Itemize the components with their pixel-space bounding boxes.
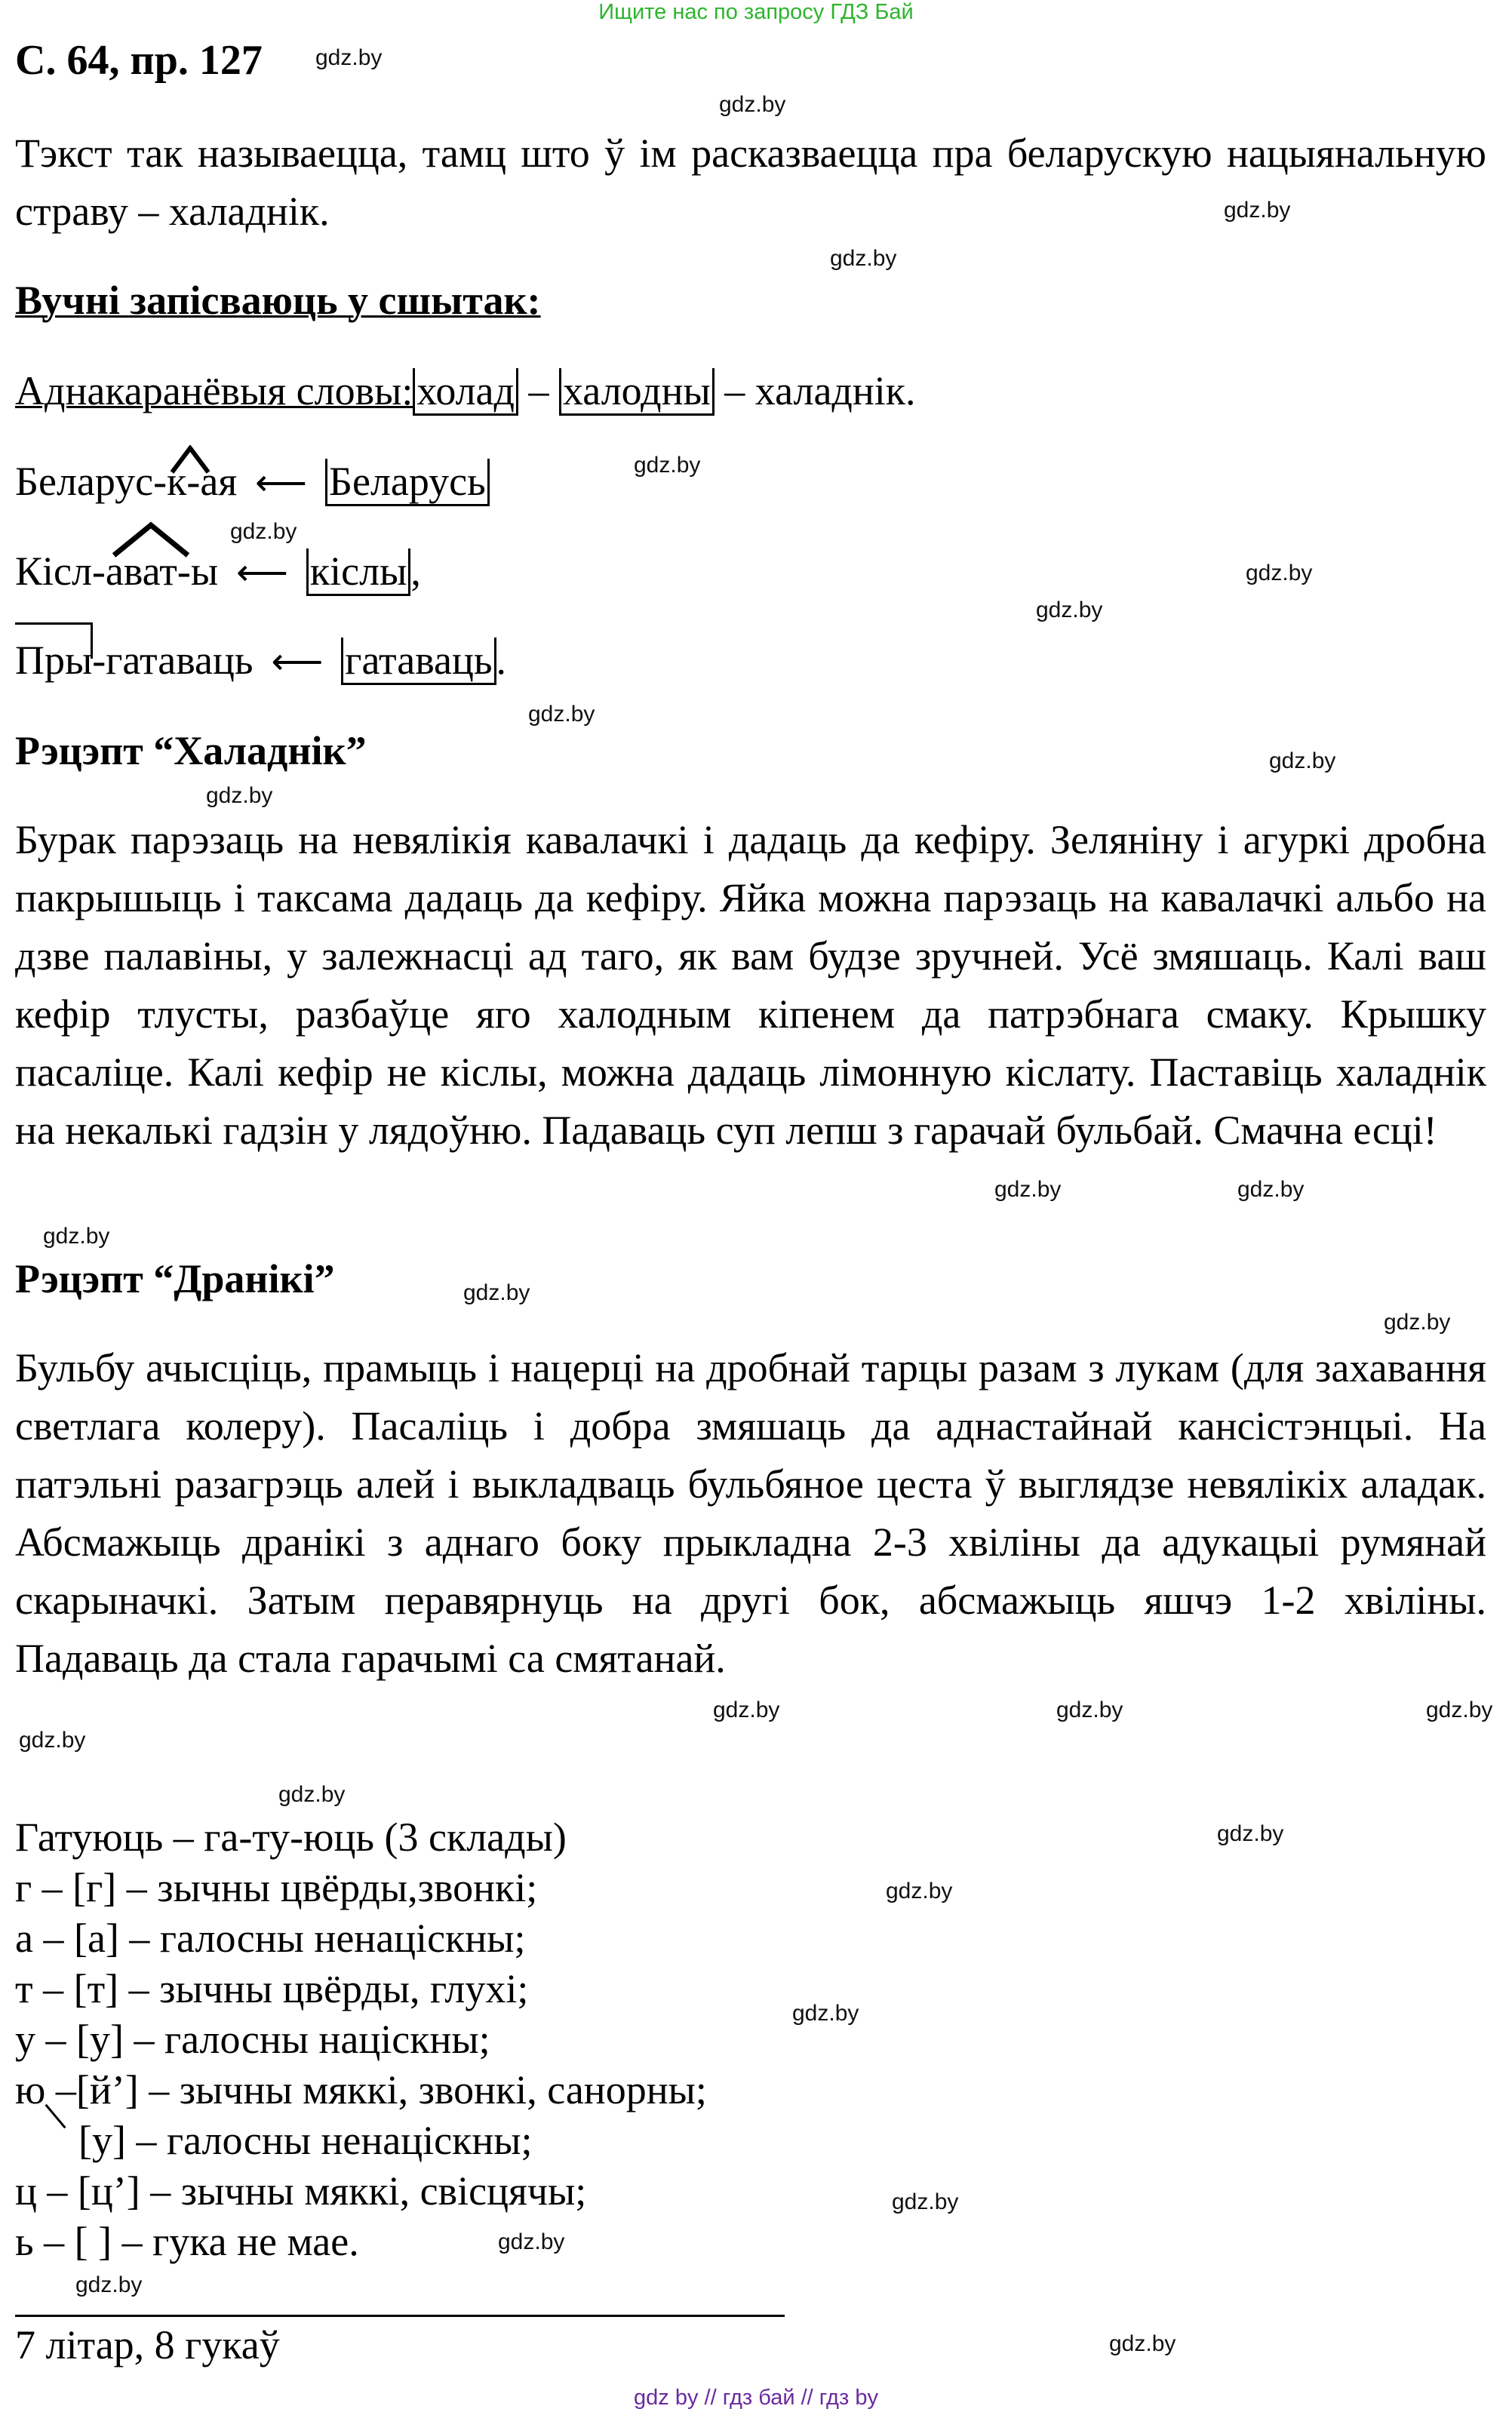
phonetic-line: т – [т] – зычны цвёрды, глухі; [15,1966,529,2011]
watermark: gdz.by [230,519,297,544]
watermark: gdz.by [1269,748,1336,773]
recipe-heading: Рэцэпт “Дранікі” [15,1256,335,1301]
intro-paragraph: Тэкст так называецца, тамц што ў ім расказваецца пра беларускую нацыянальную страву – халаднік. [15,131,1486,234]
watermark: gdz.by [315,45,383,70]
derivation-row [15,548,421,594]
recipe-heading: Рэцэпт “Халаднік” [15,728,367,773]
watermark: gdz.by [19,1728,86,1753]
watermark: gdz.by [1237,1177,1305,1202]
watermark: gdz.by [830,246,897,271]
watermark: gdz.by [886,1879,953,1903]
arrow-left-icon: ⟵ [255,462,307,504]
cognates-line [15,368,916,413]
phonetic-line: а – [а] – галосны ненаціскны; [15,1916,526,1961]
footer-links[interactable]: gdz by // гдз бай // гдз by [634,2386,878,2410]
cognate-word: холад [413,368,518,416]
watermark: gdz.by [206,783,273,808]
divider [15,2315,785,2317]
phonetic-line: г – [г] – зычны цвёрды,звонкі; [15,1865,538,1910]
watermark: gdz.by [1384,1310,1451,1335]
watermark: gdz.by [498,2229,565,2254]
watermark: gdz.by [1217,1821,1284,1846]
separator: – [518,368,559,413]
base-word: кіслы [306,548,410,596]
syllable-heading: Гатуюць – га-ту-юць (3 склады) [15,1814,567,1860]
watermark: gdz.by [1246,561,1313,585]
watermark: gdz.by [43,1224,110,1249]
arrow-left-icon: ⟵ [236,552,288,594]
derivation-row [15,459,490,504]
cognate-word: халодны [559,368,715,416]
phonetic-line: у – [у] – галосны націскны; [15,2017,490,2062]
watermark: gdz.by [1224,198,1291,223]
derivation-row [15,638,506,683]
arrow-left-icon: ⟵ [271,641,324,683]
watermark: gdz.by [1426,1698,1493,1722]
watermark: gdz.by [634,453,701,478]
punct: , [410,548,421,594]
page-title: С. 64, пр. 127 [15,37,263,84]
punct: . [496,638,507,683]
cognate-last: – халаднік. [714,368,916,413]
watermark: gdz.by [719,92,786,117]
watermark: gdz.by [463,1280,530,1305]
watermark: gdz.by [792,2001,859,2026]
base-word: гатаваць [341,638,496,685]
watermark: gdz.by [1036,598,1103,622]
recipe-text: Бульбу ачысціць, прамыць і нацерці на дробнай тарцы разам з лукам (для захавання светлага колеру). Пасаліць і добра змяшаць да аднастайнай кансістэнцыі. На патэльні разагрэць алей і выкладваць бульбяное цеста ў выглядзе невялікіх аладак. Абсмажыць дранікі з аднаго боку прыкладна 2-3 хвіліны да адукацыі румянай скарыначкі. Затым перавярнуць на другі бок, абсмажыць яшчэ 1-2 хвіліны. Падаваць да стала гарачымі са смятанай. [15,1345,1486,1681]
watermark: gdz.by [1109,2331,1176,2356]
phonetic-line: ь – [ ] – гука не мае. [15,2219,359,2264]
cognates-label: Аднакаранёвыя словы: [15,368,413,413]
base-word: Беларусь [325,459,490,506]
derived-word: Кісл-ават-ы [15,548,219,594]
derived-word: Беларус-к-ая [15,459,238,504]
watermark: gdz.by [278,1782,346,1807]
derived-word: Пры-гатаваць [15,638,254,683]
phonetic-line: ю –[й’] – зычны мяккі, звонкі, санорны; [15,2067,707,2112]
watermark: gdz.by [713,1698,780,1722]
watermark: gdz.by [994,1177,1062,1202]
letters-sounds-summary: 7 літар, 8 гукаў [15,2322,280,2367]
search-banner[interactable]: Ищите нас по запросу ГДЗ Бай [598,0,914,24]
watermark: gdz.by [892,2189,959,2214]
watermark: gdz.by [75,2272,143,2297]
notebook-heading: Вучні запісваюць у сшытак: [15,278,541,323]
phonetic-line: [у] – галосны ненаціскны; [78,2118,533,2163]
phonetic-line: ц – [ц’] – зычны мяккі, свісцячы; [15,2168,587,2214]
watermark: gdz.by [528,702,595,727]
watermark: gdz.by [1056,1698,1123,1722]
recipe-text: Бурак парэзаць на невялікія кавалачкі і дадаць да кефіру. Зеляніну і агуркі дробна пакрышыць і таксама дадаць да кефіру. Яйка можна парэзаць на кавалачкі альбо на дзве палавіны, у залежнасці ад таго, як вам будзе зручней. Усё змяшаць. Калі ваш кефір тлусты, разбаўце яго халодным кіпенем да патрэбнага смаку. Крышку пасаліце. Калі кефір не кіслы, можна дадаць лімонную кіслату. Паставіць халаднік на некалькі гадзін у лядоўню. Падаваць суп лепш з гарачай бульбай. Смачна есці! [15,817,1486,1153]
